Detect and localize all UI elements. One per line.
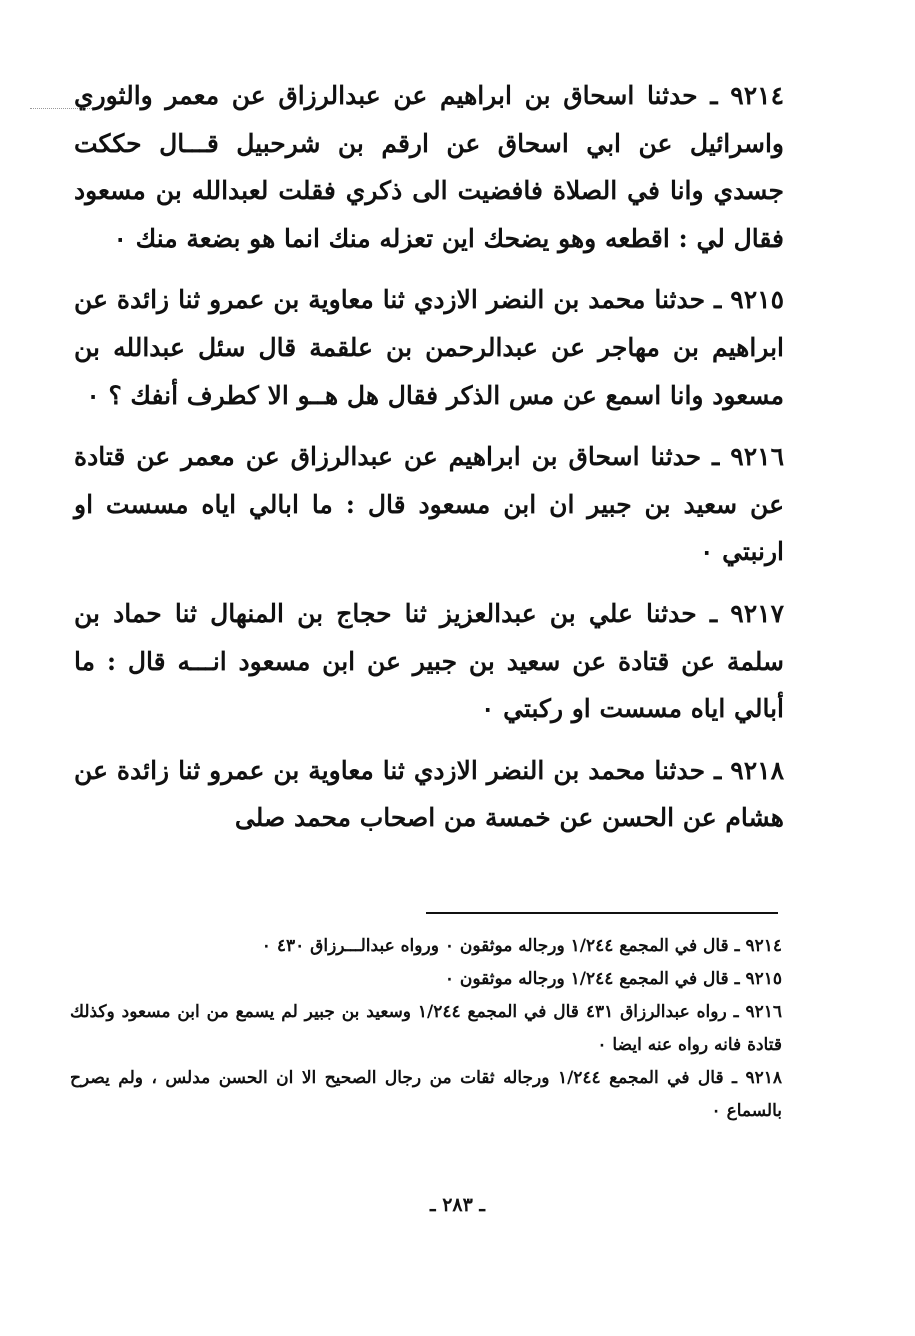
footnote-9214: ٩٢١٤ ـ قال في المجمع ١/٢٤٤ ورجاله موثقون ٠ ورواه عبدالـــرزاق ٤٣٠ ٠ bbox=[261, 936, 782, 956]
hadith-entry-9215: ٩٢١٥ ـ حدثنا محمد بن النضر الازدي ثنا معاوية بن عمرو ثنا زائدة عن ابراهيم بن مهاجر عن عبدالرحمن بن علقمة قال سئل عبدالله بن مسعود وانا اسمع عن مس الذكر فقال هل هــو الا كطرف أنفك ؟ ٠ bbox=[74, 285, 784, 410]
page-number: ـ ٢٨٣ ـ bbox=[430, 1194, 485, 1216]
hadith-entry-9214: ٩٢١٤ ـ حدثنا اسحاق بن ابراهيم عن عبدالرزاق عن معمر والثوري واسرائيل عن ابي اسحاق عن ارقم بن شرحبيل قـــال حككت جسدي وانا في الصلاة فافضيت الى ذكري فقلت لعبدالله بن مسعود فقال لي : اقطعه وهو يضحك اين تعزله منك انما هو بضعة منك ٠ bbox=[74, 81, 784, 253]
main-text bbox=[74, 72, 784, 842]
footnote-divider bbox=[426, 912, 778, 914]
hadith-entry-9217: ٩٢١٧ ـ حدثنا علي بن عبدالعزيز ثنا حجاج بن المنهال ثنا حماد بن سلمة عن قتادة عن سعيد بن جبير عن ابن مسعود انـــه قال : ما أبالي اياه مسست او ركبتي ٠ bbox=[74, 598, 784, 724]
footnotes bbox=[70, 930, 782, 1128]
footnote-9218: ٩٢١٨ ـ قال في المجمع ١/٢٤٤ ورجاله ثقات من رجال الصحيح الا ان الحسن مدلس ، ولم يصرح بالسماع ٠ bbox=[70, 1068, 783, 1121]
hadith-entry-9216: ٩٢١٦ ـ حدثنا اسحاق بن ابراهيم عن عبدالرزاق عن معمر عن قتادة عن سعيد بن جبير ان ابن مسعود قال : ما ابالي اياه مسست او ارنبتي ٠ bbox=[74, 442, 784, 567]
hadith-entry-9218: ٩٢١٨ ـ حدثنا محمد بن النضر الازدي ثنا معاوية بن عمرو ثنا زائدة عن هشام عن الحسن عن خمسة من اصحاب محمد صلى bbox=[74, 755, 784, 833]
footnote-9216: ٩٢١٦ ـ رواه عبدالرزاق ٤٣١ قال في المجمع ١/٢٤٤ وسعيد بن جبير لم يسمع من ابن مسعود وكذلك قتادة فانه رواه عنه ايضا ٠ bbox=[70, 1002, 782, 1055]
footnote-9215: ٩٢١٥ ـ قال في المجمع ١/٢٤٤ ورجاله موثقون ٠ bbox=[444, 969, 782, 989]
